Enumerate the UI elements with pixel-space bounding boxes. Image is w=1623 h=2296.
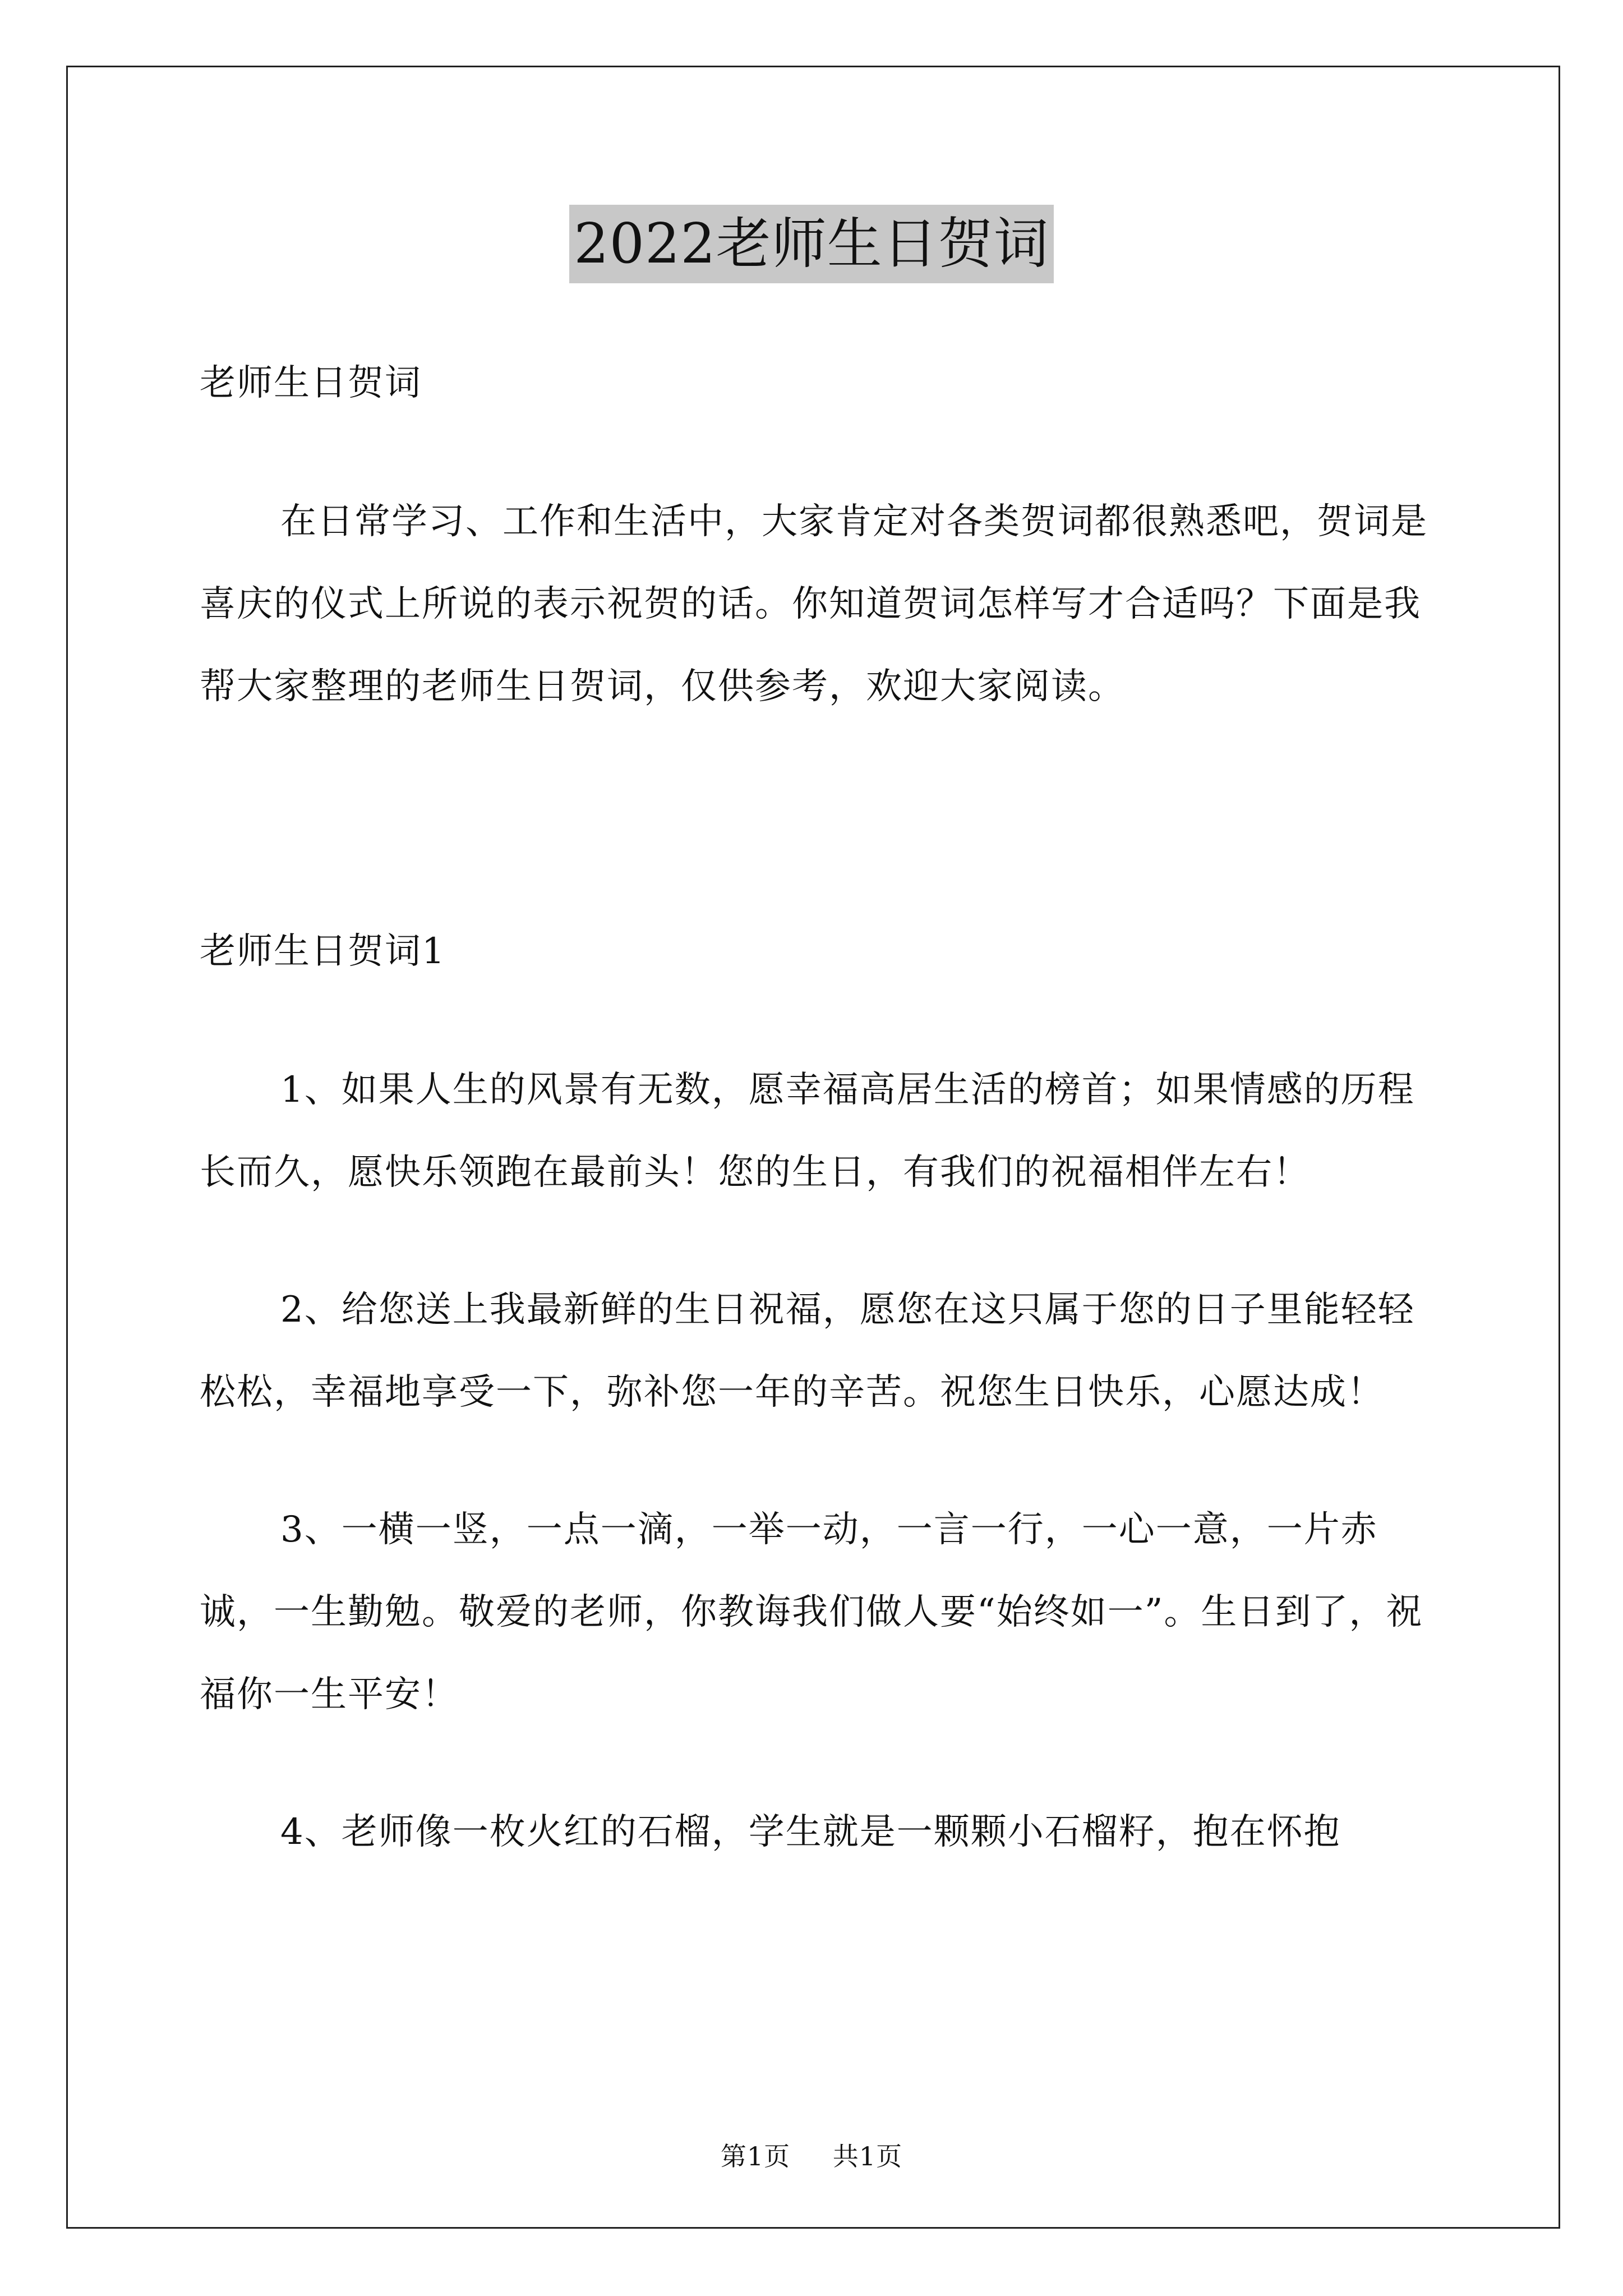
wish-item-4: 4、老师像一枚火红的石榴，学生就是一颗颗小石榴籽，抱在怀抱 xyxy=(280,1811,1341,1853)
document-body xyxy=(200,342,1433,1874)
section-gap xyxy=(200,728,1433,910)
section-heading: 老师生日贺词1 xyxy=(200,931,446,972)
page-number-current: 第1页 xyxy=(720,2141,791,2171)
document-title: 2022老师生日贺词 xyxy=(569,205,1053,283)
title-wrapper xyxy=(0,205,1623,283)
wish-item-1: 1、如果人生的风景有无数，愿幸福高居生活的榜首；如果情感的历程长而久，愿快乐领跑在最前头！您的生日，有我们的祝福相伴左右！ xyxy=(200,1069,1415,1193)
wish-item-2: 2、给您送上我最新鲜的生日祝福，愿您在这只属于您的日子里能轻轻松松，幸福地享受一下，弥补您一年的辛苦。祝您生日快乐，心愿达成！ xyxy=(200,1289,1415,1413)
wish-item-3: 3、一横一竖，一点一滴，一举一动，一言一行，一心一意，一片赤诚，一生勤勉。敬爱的老师，你教诲我们做人要“始终如一”。生日到了，祝福你一生平安！ xyxy=(200,1509,1423,1715)
intro-paragraph: 在日常学习、工作和生活中，大家肯定对各类贺词都很熟悉吧，贺词是喜庆的仪式上所说的表示祝贺的话。你知道贺词怎样写才合适吗？下面是我帮大家整理的老师生日贺词，仅供参考，欢迎大家阅读。 xyxy=(200,501,1428,707)
subtitle: 老师生日贺词 xyxy=(200,362,422,404)
page-footer xyxy=(0,2136,1623,2173)
page-number-total: 共1页 xyxy=(832,2141,903,2171)
